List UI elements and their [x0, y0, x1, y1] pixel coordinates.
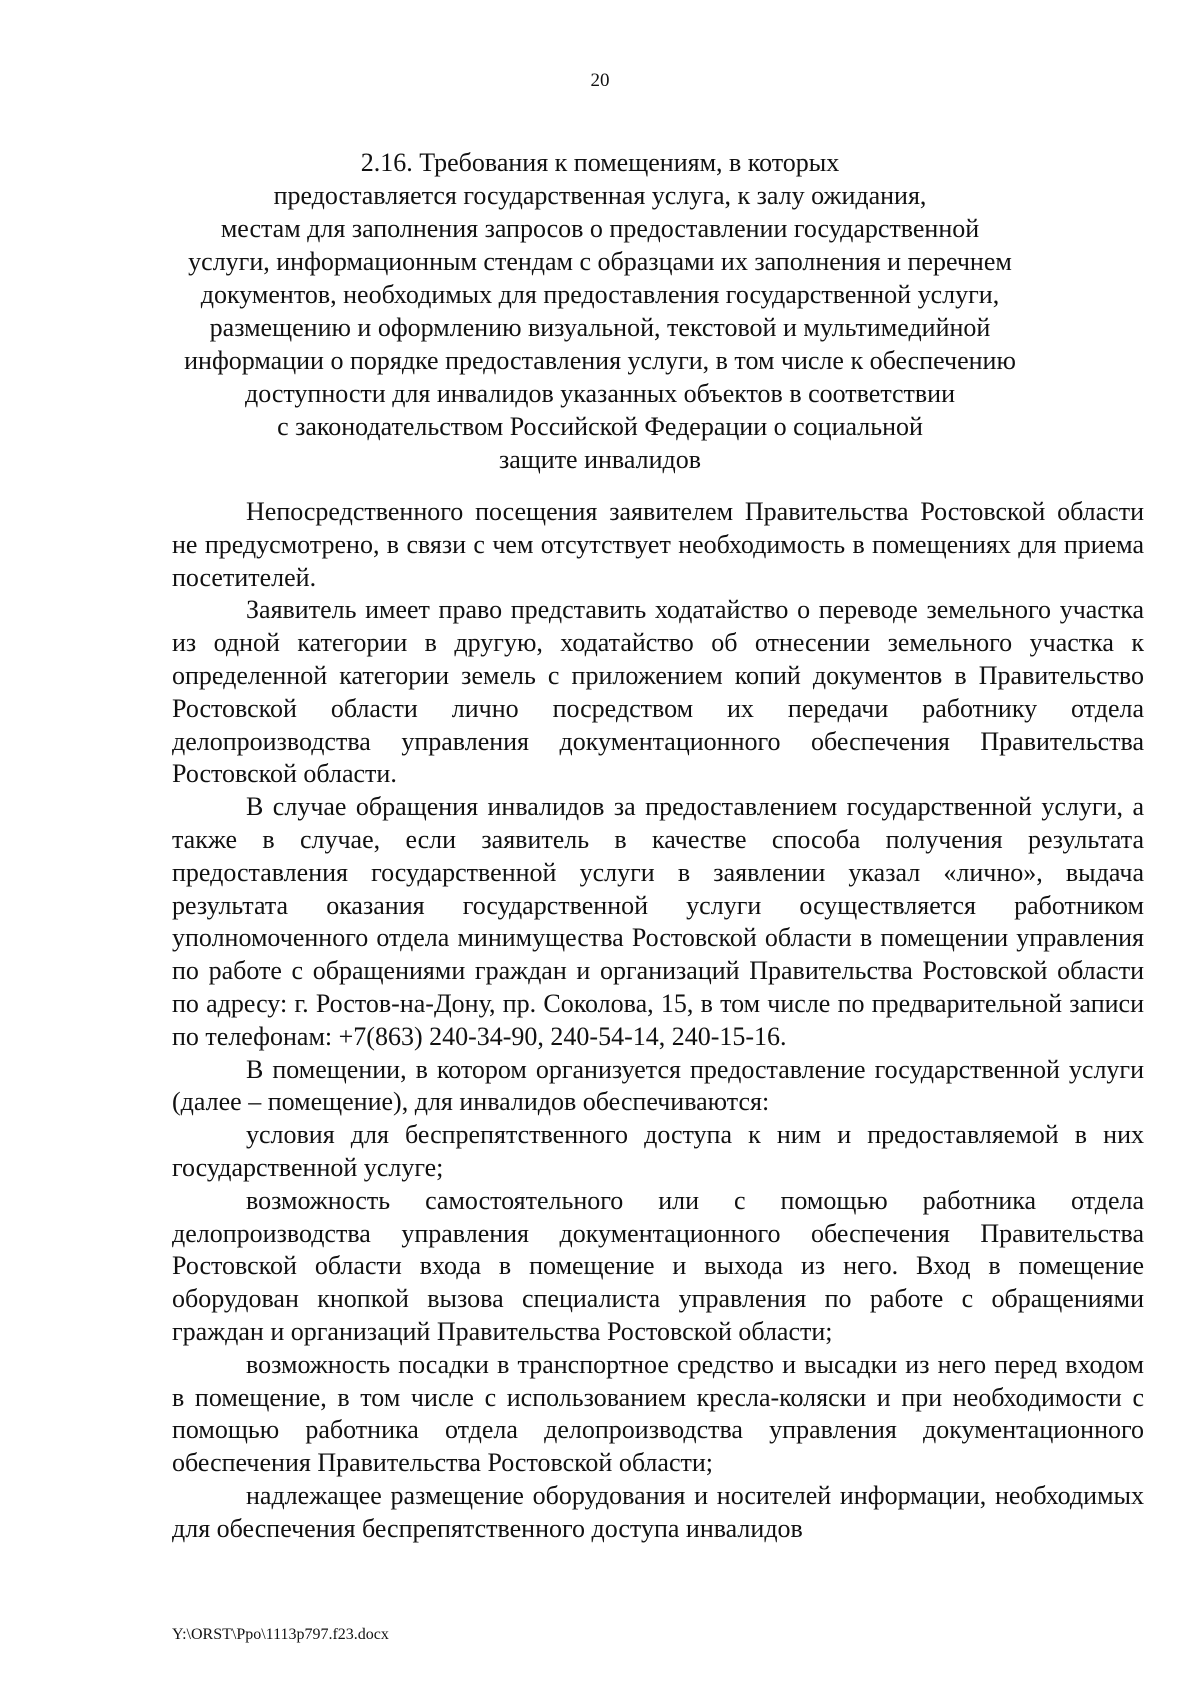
page-number: 20 [590, 70, 610, 91]
paragraph: надлежащее размещение оборудования и носителей информации, необходимых для обеспечения беспрепятственного доступа инвалидов [172, 1480, 1144, 1543]
paragraph: возможность посадки в транспортное средство и высадки из него перед входом в помещение, в том числе с использованием кресла-коляски и при необходимости с помощью работника отдела делопроизводства управления документационного обеспечения Правительства Ростовской области; [172, 1349, 1144, 1478]
paragraph: В случае обращения инвалидов за предоставлением государственной услуги, а также в случае, если заявитель в качестве способа получения результата предоставления государственной услуги в заявлении указал «лично», выдача результата оказания государственной услуги осуществляется работником уполномоченного отдела минимущества Ростовской области в помещении управления по работе с обращениями граждан и организаций Правительства Ростовской области по адресу: г. Ростов-на-Дону, пр. Соколова, 15, в том числе по предварительной записи по телефонам: +7(863) 240-34-90, 240-54-14, 240-15-16. [172, 792, 1144, 1051]
heading-line: информации о порядке предоставления услуги, в том числе к обеспечению [184, 346, 1016, 375]
paragraph: Непосредственного посещения заявителем Правительства Ростовской области не предусмотрено, в связи с чем отсутствует необходимость в помещениях для приема посетителей. [172, 497, 1144, 592]
heading-line: защите инвалидов [498, 445, 702, 474]
heading-line: документов, необходимых для предоставления государственной услуги, [200, 280, 1000, 309]
paragraph: Заявитель имеет право представить ходатайство о переводе земельного участка из одной категории в другую, ходатайство об отнесении земельного участка к определенной категории земель с приложением копий документов в Правительство Ростовской области лично посредством их передачи работнику отдела делопроизводства управления документационного обеспечения Правительства Ростовской области. [172, 595, 1144, 789]
paragraph: В помещении, в котором организуется предоставление государственной услуги (далее – помещение), для инвалидов обеспечиваются: [172, 1054, 1144, 1117]
heading-line: доступности для инвалидов указанных объектов в соответствии [244, 379, 956, 408]
heading-line: размещению и оформлению визуальной, текстовой и мультимедийной [209, 313, 991, 342]
paragraph: условия для беспрепятственного доступа к ним и предоставляемой в них государственной услуге; [172, 1120, 1144, 1182]
heading-line: 2.16. Требования к помещениям, в которых [360, 148, 840, 177]
heading-line: местам для заполнения запросов о предоставлении государственной [220, 214, 980, 243]
document-body [172, 496, 1144, 1546]
paragraph: возможность самостоятельного или с помощью работника отдела делопроизводства управления документационного обеспечения Правительства Ростовской области входа в помещение и выхода из него. Вход в помещение оборудован кнопкой вызова специалиста управления по работе с обращениями граждан и организаций Правительства Ростовской области; [172, 1185, 1144, 1346]
file-path-footer: Y:\ORST\Ppo\1113p797.f23.docx [172, 1626, 389, 1643]
heading-line: услуги, информационным стендам с образцами их заполнения и перечнем [188, 247, 1012, 276]
section-heading [160, 146, 1040, 476]
heading-line: с законодательством Российской Федерации о социальной [277, 412, 923, 441]
heading-line: предоставляется государственная услуга, к залу ожидания, [273, 181, 927, 210]
